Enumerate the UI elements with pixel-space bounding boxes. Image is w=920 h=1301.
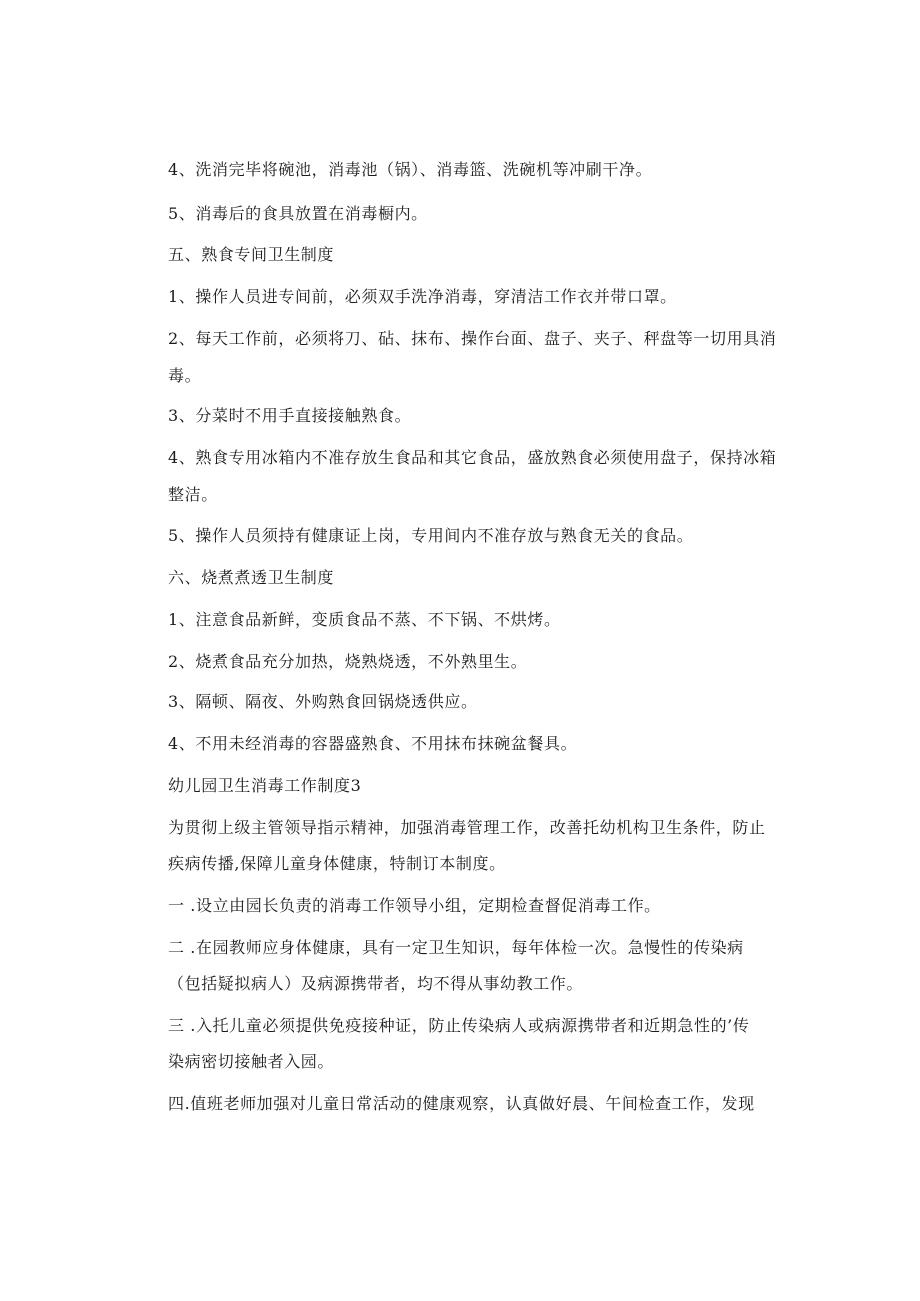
text-line: 3、分菜时不用手直接接触熟食。 xyxy=(168,406,412,425)
text-line: 二 .在园教师应身体健康，具有一定卫生知识，每年体检一次。急慢性的传染病 xyxy=(168,938,744,957)
text-line: 三 .入托儿童必须提供免疫接种证，防止传染病人或病源携带者和近期急性的’传 xyxy=(168,1016,750,1035)
text-line: 5、操作人员须持有健康证上岗，专用间内不准存放与熟食无关的食品。 xyxy=(168,526,694,545)
text-line: 3、隔顿、隔夜、外购熟食回锅烧透供应。 xyxy=(168,692,478,711)
text-line: 染病密切接触者入园。 xyxy=(168,1052,335,1071)
text-line: 5、消毒后的食具放置在消毒橱内。 xyxy=(168,204,428,223)
text-line: 2、烧煮食品充分加热，烧熟烧透，不外熟里生。 xyxy=(168,652,528,671)
text-line: 四.值班老师加强对儿童日常活动的健康观察，认真做好晨、午间检查工作，发现 xyxy=(168,1094,755,1113)
text-line: 4、熟食专用冰箱内不准存放生食品和其它食品，盛放熟食必须使用盘子，保持冰箱 xyxy=(168,448,777,467)
text-line: 一 .设立由园长负责的消毒工作领导小组，定期检查督促消毒工作。 xyxy=(168,896,661,915)
text-line: 疾病传播,保障儿童身体健康，特制订本制度。 xyxy=(168,854,506,873)
text-line: 毒。 xyxy=(168,366,202,385)
section-heading: 幼儿园卫生消毒工作制度3 xyxy=(168,776,362,795)
text-line: （包括疑拟病人）及病源携带者，均不得从事幼教工作。 xyxy=(168,974,584,993)
text-line: 4、不用未经消毒的容器盛熟食、不用抹布抹碗盆餐具。 xyxy=(168,734,578,753)
text-line: 1、操作人员进专间前，必须双手洗净消毒，穿清洁工作衣并带口罩。 xyxy=(168,287,677,306)
text-line: 2、每天工作前，必须将刀、砧、抹布、操作台面、盘子、夹子、秤盘等一切用具消 xyxy=(168,329,777,348)
section-heading: 六、烧煮煮透卫生制度 xyxy=(168,568,335,587)
text-line: 为贯彻上级主管领导指示精神，加强消毒管理工作，改善托幼机构卫生条件，防止 xyxy=(168,818,766,837)
text-line: 整洁。 xyxy=(168,485,218,504)
text-line: 4、洗消完毕将碗池，消毒池（锅）、消毒篮、洗碗机等冲刷干净。 xyxy=(168,160,653,179)
text-line: 1、注意食品新鲜，变质食品不蒸、不下锅、不烘烤。 xyxy=(168,610,561,629)
section-heading: 五、熟食专间卫生制度 xyxy=(168,245,335,264)
